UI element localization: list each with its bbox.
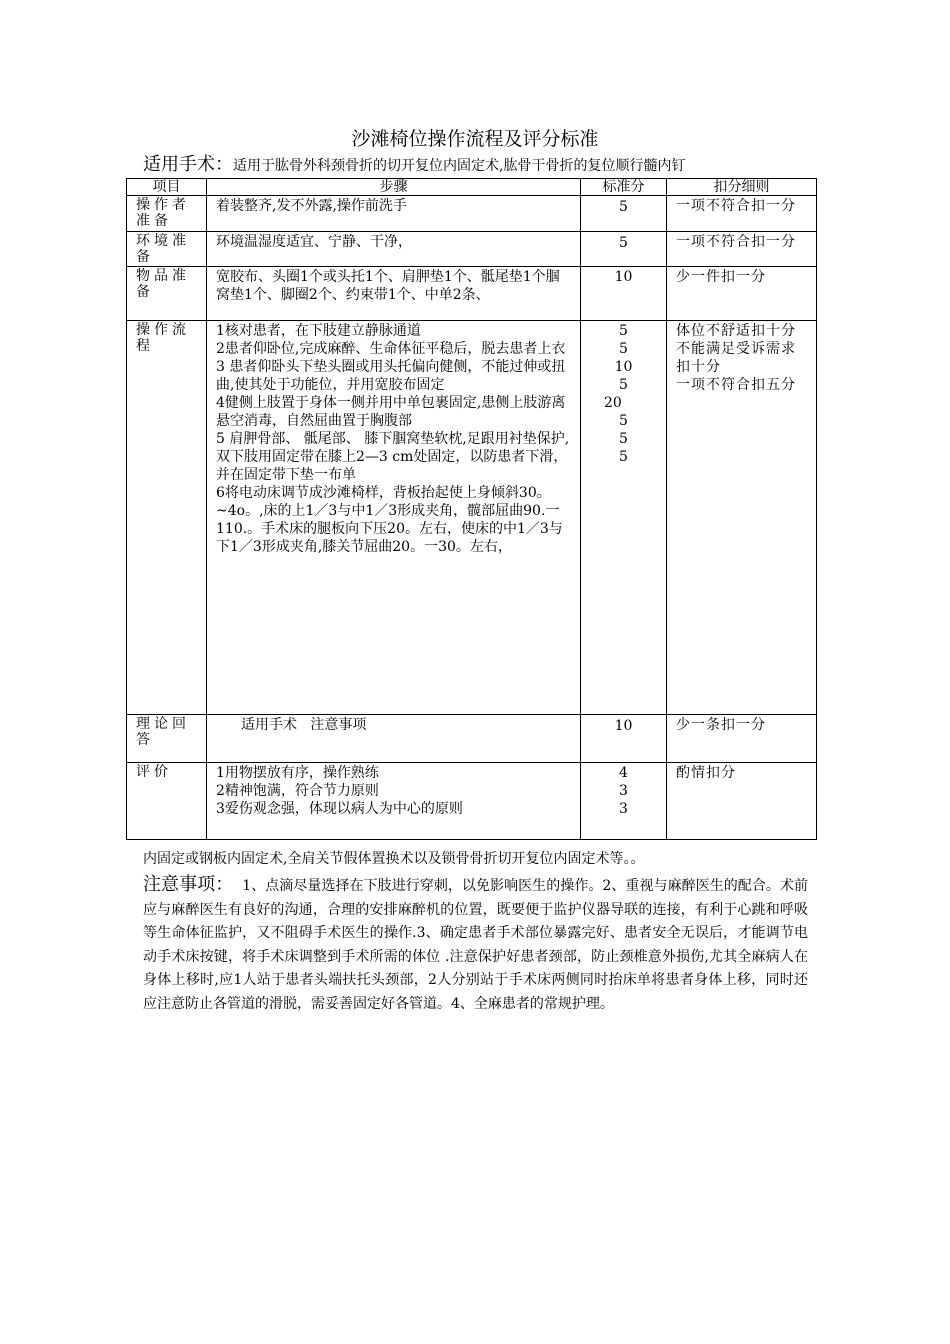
score-value: 5: [619, 449, 628, 465]
score-value: 10: [614, 359, 633, 375]
table-row: [127, 232, 817, 267]
row-score: [581, 196, 667, 232]
score-value: 20: [604, 395, 622, 411]
row-steps: [207, 763, 581, 840]
row-rule: 一项不符合扣一分: [667, 232, 817, 267]
after-table-text: 内固定或钢板内固定术,全肩关节假体置换术以及锁骨骨折切开复位内固定术等。。: [143, 851, 645, 867]
row-item: 理论回答: [127, 715, 207, 763]
row-score: [581, 715, 667, 763]
notes-label: 注意事项：: [143, 874, 234, 895]
header-deduction: 扣分细则: [667, 179, 817, 196]
row-rule: 少一条扣一分: [667, 715, 817, 763]
row-rule: 少一件扣一分: [667, 267, 817, 321]
step-line: 2患者仰卧位,完成麻醉、生命体征平稳后，脱去患者上衣: [216, 341, 566, 357]
row-steps: 着装整齐,发不外露,操作前洗手: [207, 196, 581, 232]
step-line: 4健侧上肢置于身体一侧并用中单包裹固定,患侧上肢游离悬空消毒，自然屈曲置于胸腹部: [216, 395, 566, 429]
score-value: 5: [619, 413, 628, 429]
notes-text: 1、点滴尽量选择在下肢进行穿刺，以免影响医生的操作。2、重视与麻醉医生的配合。术前应与麻醉医生有良好的沟通，合理的安排麻醉机的位置，既要便于监护仪器导联的连接，有利于心跳和呼吸等生命体征监护，又不阻碍手术医生的操作.3、确定患者手术部位暴露完好、患者安全无误后，才能调节电动手术床按键，将手术床调整到手术所需的体位 .注意保护好患者颈部，防止颈椎意外损伤,尤其全麻病人在身体上移时,应1人站于患者头端扶托头颈部，2人分别站于手术床两侧同时抬床单将患者身体上移，同时还应注意防止各管道的滑脱，需妥善固定好各管道。4、全麻患者的常规护理。: [143, 878, 809, 1012]
row-rule: 酌情扣分: [667, 763, 817, 840]
row-item: 物品准备: [127, 267, 207, 321]
row-score: [581, 321, 667, 715]
score-value: 3: [619, 801, 628, 817]
row-item: 环境准备: [127, 232, 207, 267]
step-line: 6将电动床调节成沙滩椅样，背板抬起使上身倾斜30。~4o。,床的上1／3与中1／3形成夹角，髋部屈曲90.一110.。手术床的腿板向下压20。左右，使床的中1／3与下1／3形成夹角,膝关节屈曲20。一30。左右，: [216, 485, 563, 555]
row-score: [581, 232, 667, 267]
table-row: [127, 715, 817, 763]
row-item: 操作者准备: [127, 196, 207, 232]
row-item: 评价: [127, 763, 207, 840]
score-value: 5: [619, 323, 628, 339]
rule-line: 体位不舒适扣十分: [676, 323, 796, 339]
table-row: [127, 267, 817, 321]
row-steps: 宽胶布、头圈1个或头托1个、肩胛垫1个、骶尾垫1个腘窝垫1个、脚圈2个、约束带1个、中单2条、: [207, 267, 581, 321]
score-value: 5: [619, 341, 628, 357]
row-steps: 适用手术 注意事项: [207, 715, 581, 763]
applicable-surgery-label: 适用手术：: [143, 154, 233, 175]
table-header-row: [127, 179, 817, 196]
header-score: 标准分: [581, 179, 667, 196]
step-line: 2精神饱满，符合节力原则: [216, 783, 379, 799]
page-title: 沙滩椅位操作流程及评分标准: [351, 128, 599, 150]
score-value: 5: [619, 431, 628, 447]
notes-section: [143, 873, 808, 1016]
row-rule: 一项不符合扣一分: [667, 196, 817, 232]
score-value: 5: [619, 199, 628, 215]
rule-line: 不能满足受诉需求扣十分: [676, 341, 796, 375]
score-value: 5: [619, 377, 628, 393]
step-line: 3 患者仰卧头下垫头圈或用头托偏向健侧，不能过伸或扭曲,使其处于功能位，并用宽胶布固定: [216, 359, 566, 393]
score-value: 10: [614, 718, 633, 734]
row-score: 10: [581, 267, 667, 321]
table-row: [127, 321, 817, 715]
header-steps: 步骤: [207, 179, 581, 196]
row-steps: 环境温湿度适宜、宁静、干净，: [207, 232, 581, 267]
applicable-surgery: [143, 150, 823, 176]
step-line: 1用物摆放有序，操作熟练: [216, 765, 379, 781]
row-rule: [667, 321, 817, 715]
table-row: [127, 763, 817, 840]
step-line: 1核对患者，在下肢建立静脉通道: [216, 323, 421, 339]
header-item: 项目: [127, 179, 207, 196]
row-score: [581, 763, 667, 840]
score-value: 3: [619, 783, 628, 799]
applicable-surgery-text: 适用于肱骨外科颈骨折的切开复位内固定术,肱骨干骨折的复位顺行髓内钉: [233, 158, 686, 174]
score-value: 5: [619, 235, 628, 251]
step-line: 5 肩胛骨部、 骶尾部、 膝下腘窝垫软枕,足跟用衬垫保护,双下肢用固定带在膝上2—3 cm处固定，以防患者下滑，并在固定带下垫一布单: [216, 431, 570, 483]
scoring-table: [126, 178, 817, 840]
step-line: 3爱伤观念强，体现以病人为中心的原则: [216, 801, 463, 817]
row-steps: [207, 321, 581, 715]
rule-line: 一项不符合扣五分: [676, 377, 796, 393]
score-value: 4: [619, 765, 628, 781]
row-item: 操作流程: [127, 321, 207, 715]
table-row: [127, 196, 817, 232]
